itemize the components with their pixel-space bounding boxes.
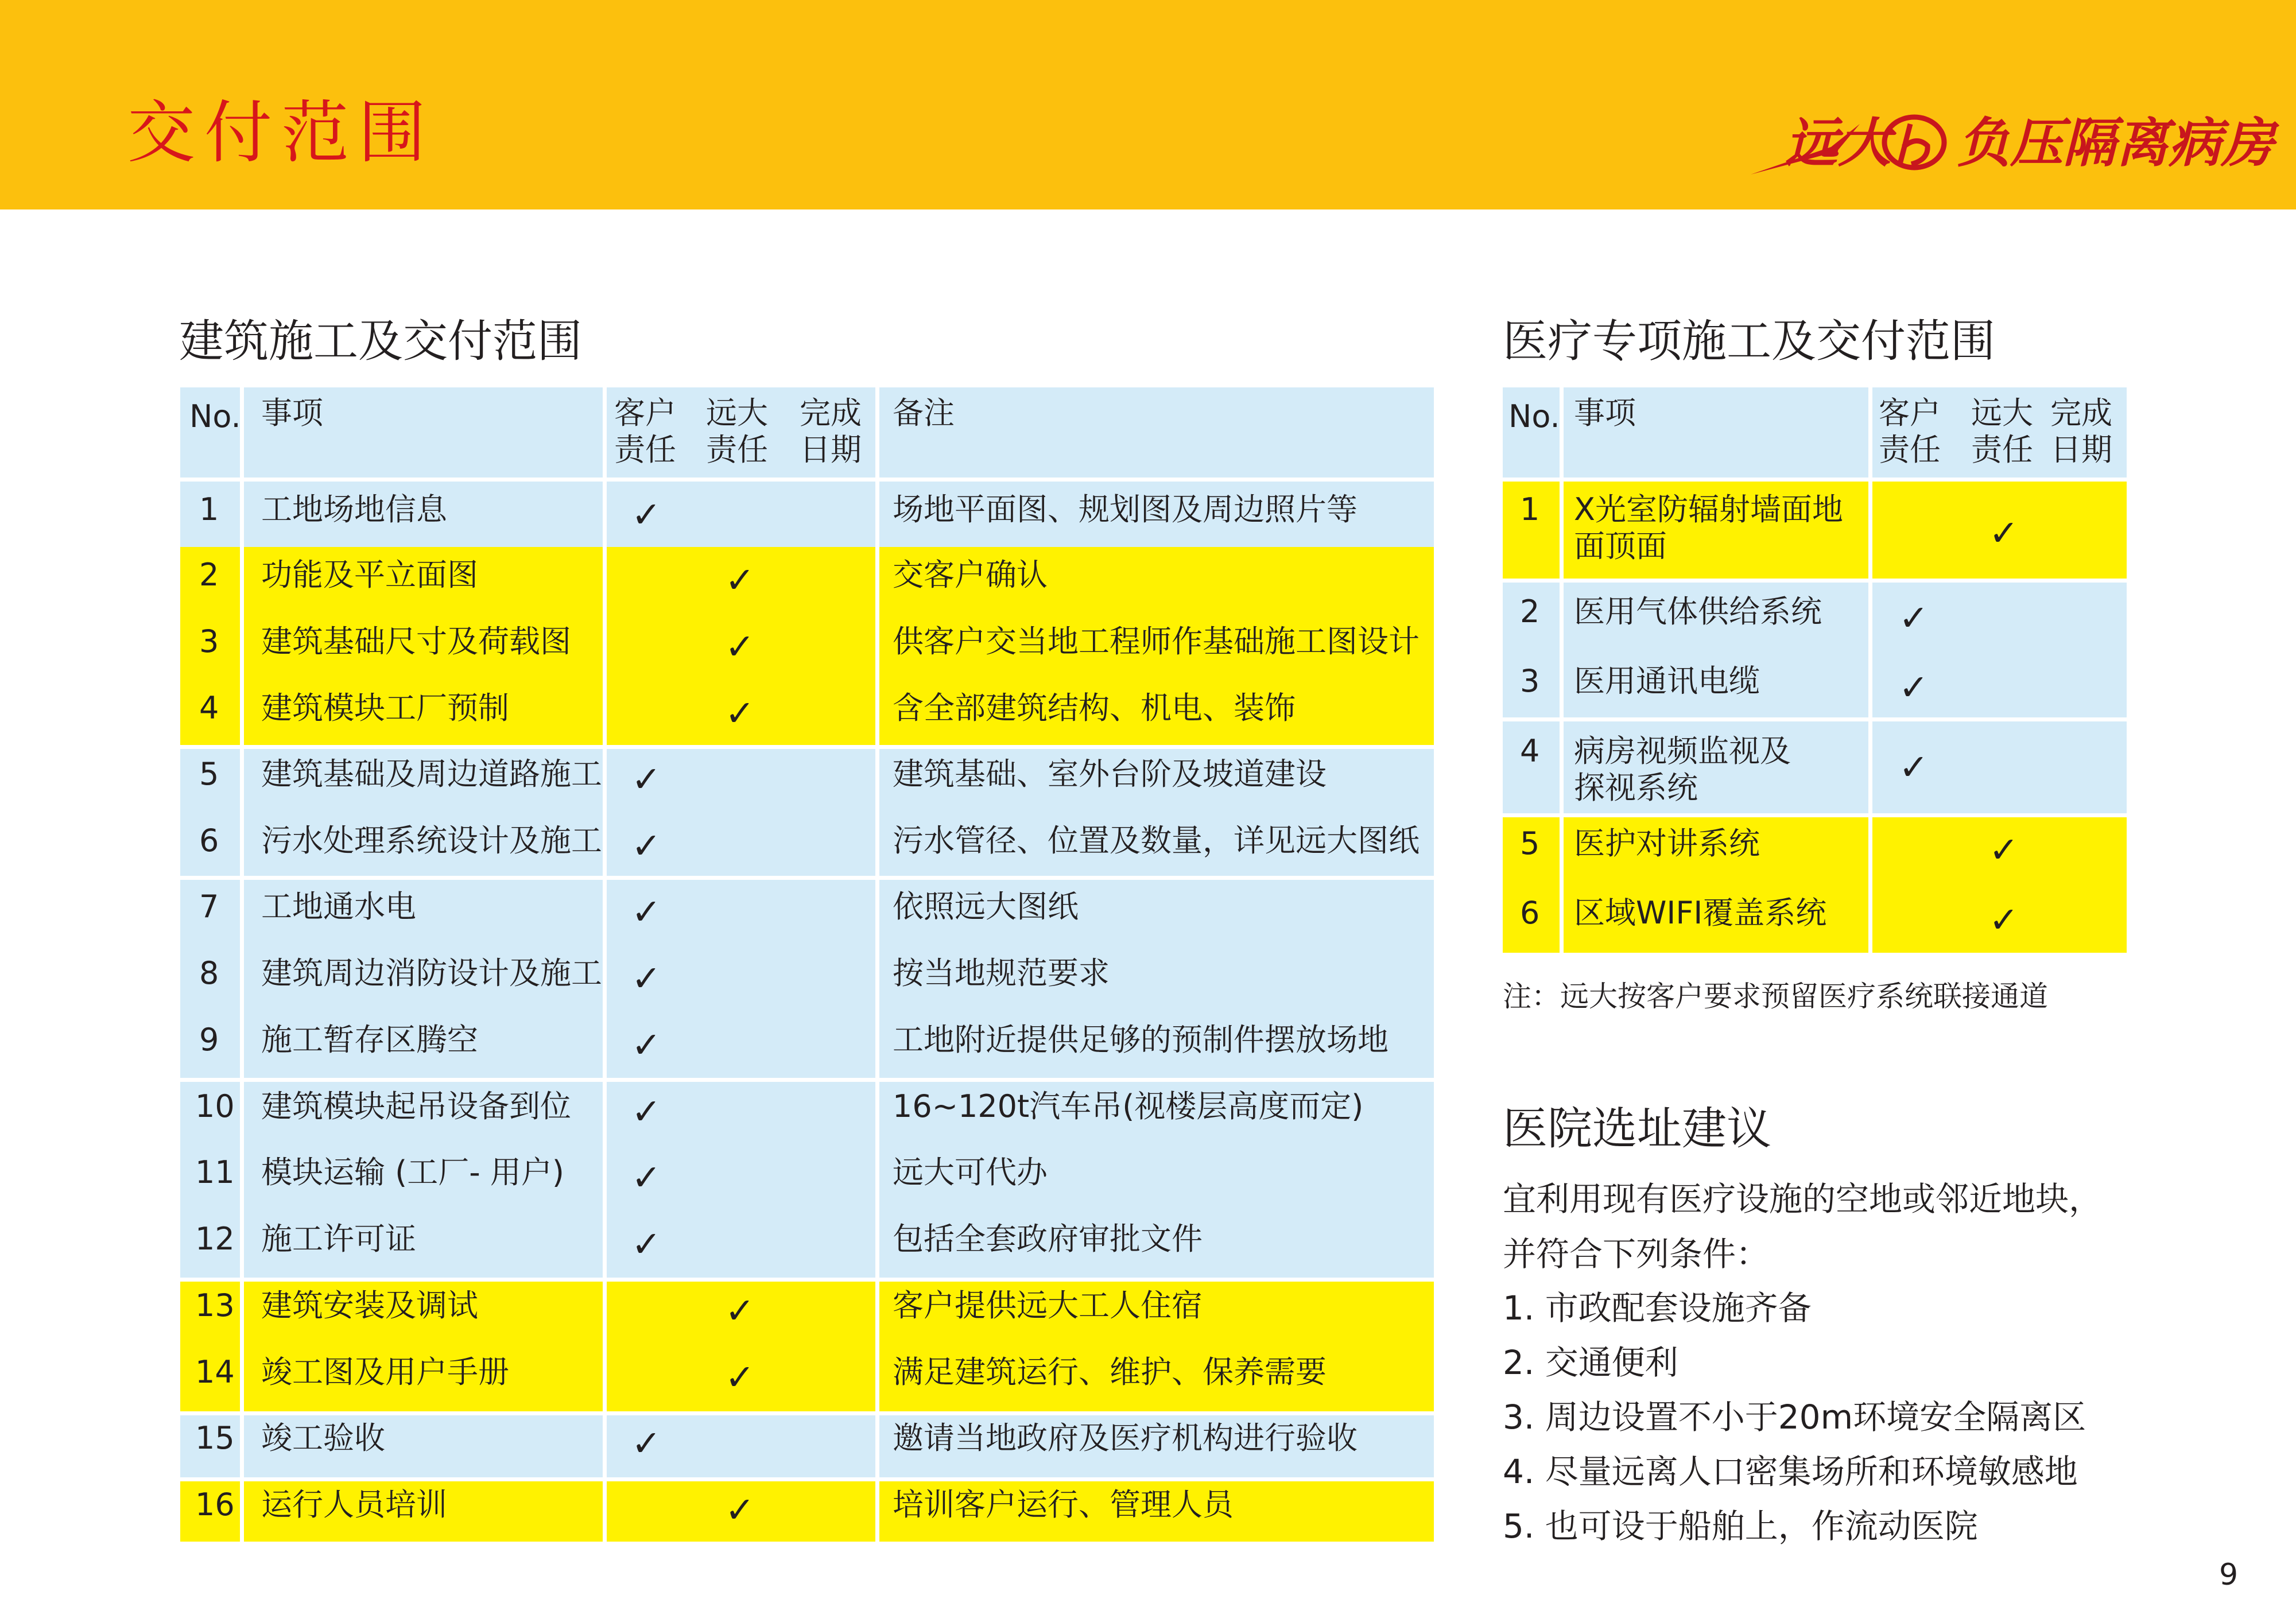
- row-item: 建筑周边消防设计及施工: [261, 955, 602, 991]
- row-item: 施工许可证: [261, 1221, 416, 1257]
- row-divider: [1503, 717, 2127, 721]
- row-no: 6: [1520, 895, 1540, 931]
- row-no: 3: [1520, 663, 1540, 699]
- row-no: 7: [199, 888, 219, 925]
- row-remark: 邀请当地政府及医疗机构进行验收: [893, 1420, 1358, 1456]
- col-header-no: No.: [189, 398, 241, 434]
- client-check-icon: ✓: [1899, 597, 1929, 639]
- client-check-icon: ✓: [631, 825, 661, 867]
- col-header-no: No.: [1508, 398, 1560, 434]
- row-no: 10: [195, 1088, 235, 1124]
- row-no: 8: [199, 955, 219, 991]
- broad-check-icon: ✓: [1989, 512, 2019, 554]
- column-divider: [1560, 387, 1564, 953]
- row-no: 13: [195, 1287, 235, 1324]
- page-title: 交付范围: [127, 93, 436, 172]
- row-item-line2: 探视系统: [1574, 770, 1698, 806]
- site-condition-item: 4. 尽量远离人口密集场所和环境敏感地: [1503, 1452, 2078, 1491]
- col-header-client: 客户: [614, 395, 676, 431]
- header-band: [0, 0, 2296, 209]
- site-intro-line1: 宜利用现有医疗设施的空地或邻近地块，: [1503, 1179, 2103, 1218]
- client-check-icon: ✓: [631, 1024, 661, 1066]
- row-item: 建筑模块工厂预制: [261, 690, 509, 726]
- right-section-title: 医疗专项施工及交付范围: [1503, 316, 1996, 367]
- row-item: 建筑模块起吊设备到位: [261, 1088, 571, 1124]
- col-header-broad: 远大: [1971, 395, 2033, 431]
- site-condition-item: 5. 也可设于船舶上，作流动医院: [1503, 1507, 1978, 1546]
- row-no: 15: [195, 1420, 235, 1456]
- row-item: 建筑基础尺寸及荷载图: [261, 623, 571, 659]
- row-remark: 培训客户运行、管理人员: [893, 1487, 1234, 1523]
- row-remark: 含全部建筑结构、机电、装饰: [893, 690, 1296, 726]
- broad-check-icon: ✓: [725, 1356, 755, 1398]
- col-header-date: 完成: [800, 395, 862, 431]
- row-item: 工地通水电: [261, 888, 416, 925]
- row-remark: 16~120t汽车吊(视楼层高度而定): [893, 1088, 1364, 1124]
- row-divider: [180, 1278, 1434, 1282]
- page-number: 9: [2219, 1558, 2239, 1592]
- row-no: 11: [195, 1154, 235, 1190]
- row-no: 9: [199, 1022, 219, 1058]
- col-header-broad-2: 责任: [1971, 432, 2033, 468]
- row-no: 12: [195, 1221, 235, 1257]
- row-remark: 工地附近提供足够的预制件摆放场地: [893, 1022, 1389, 1058]
- broad-check-icon: ✓: [725, 1489, 755, 1531]
- row-divider: [1503, 579, 2127, 583]
- row-remark: 远大可代办: [893, 1154, 1048, 1190]
- row-item: 医护对讲系统: [1574, 825, 1760, 861]
- client-check-icon: ✓: [1899, 666, 1929, 708]
- row-no: 4: [1520, 733, 1540, 769]
- col-header-item: 事项: [261, 395, 323, 431]
- column-divider: [1868, 387, 1872, 953]
- row-item: 医用气体供给系统: [1574, 593, 1822, 630]
- column-divider: [603, 387, 607, 1542]
- col-header-remark: 备注: [893, 395, 955, 431]
- row-no: 5: [199, 756, 219, 792]
- client-check-icon: ✓: [631, 1090, 661, 1132]
- site-condition-item: 2. 交通便利: [1503, 1343, 1678, 1382]
- row-divider: [1503, 478, 2127, 482]
- medical-note: 注：远大按客户要求预留医疗系统联接通道: [1503, 980, 2048, 1013]
- row-divider: [180, 876, 1434, 880]
- col-header-date-2: 日期: [2050, 432, 2112, 468]
- logo-product-text: 负压隔离病房: [1957, 112, 2275, 174]
- row-no: 3: [199, 623, 219, 659]
- brand-logo: [1745, 107, 2275, 187]
- col-header-broad: 远大: [706, 395, 768, 431]
- row-no: 4: [199, 690, 219, 726]
- row-no: 14: [195, 1354, 235, 1390]
- row-remark: 污水管径、位置及数量，详见远大图纸: [893, 822, 1420, 859]
- row-remark: 按当地规范要求: [893, 955, 1110, 991]
- row-no: 1: [199, 491, 219, 527]
- site-selection-title: 医院选址建议: [1503, 1103, 1772, 1155]
- row-divider: [180, 1477, 1434, 1481]
- row-item: 模块运输 (工厂- 用户): [261, 1154, 564, 1190]
- broad-check-icon: ✓: [725, 692, 755, 734]
- row-remark: 包括全套政府审批文件: [893, 1221, 1203, 1257]
- row-remark: 依照远大图纸: [893, 888, 1079, 925]
- row-remark: 场地平面图、规划图及周边照片等: [893, 491, 1358, 527]
- col-header-date-2: 日期: [800, 432, 862, 468]
- col-header-item: 事项: [1574, 395, 1636, 431]
- broad-check-icon: ✓: [1989, 899, 2019, 941]
- row-no: 2: [199, 557, 219, 593]
- site-condition-item: 3. 周边设置不小于20m环境安全隔离区: [1503, 1398, 2086, 1437]
- row-item: X光室防辐射墙面地: [1574, 491, 1843, 527]
- row-item: 竣工图及用户手册: [261, 1354, 509, 1390]
- broad-check-icon: ✓: [725, 626, 755, 667]
- left-section-title: 建筑施工及交付范围: [179, 316, 583, 367]
- broad-check-icon: ✓: [1989, 829, 2019, 871]
- client-check-icon: ✓: [631, 1422, 661, 1464]
- row-no: 2: [1520, 593, 1540, 630]
- row-no: 6: [199, 822, 219, 859]
- row-item: 建筑安装及调试: [261, 1287, 478, 1324]
- row-divider: [180, 478, 1434, 482]
- column-divider: [240, 387, 244, 1542]
- row-item: 医用通讯电缆: [1574, 663, 1760, 699]
- col-header-date: 完成: [2050, 395, 2112, 431]
- logo-brand-text: 远大: [1785, 112, 1891, 174]
- row-divider: [1503, 813, 2127, 817]
- broad-check-icon: ✓: [725, 1290, 755, 1332]
- client-check-icon: ✓: [631, 891, 661, 933]
- row-item-line2: 面顶面: [1574, 528, 1667, 564]
- col-header-broad-2: 责任: [706, 432, 768, 468]
- row-item: 建筑基础及周边道路施工: [261, 756, 602, 792]
- col-header-client-2: 责任: [1879, 432, 1941, 468]
- col-header-client: 客户: [1879, 395, 1941, 431]
- row-divider: [180, 1078, 1434, 1082]
- client-check-icon: ✓: [631, 494, 661, 535]
- row-no: 16: [195, 1487, 235, 1523]
- row-divider: [180, 1411, 1434, 1415]
- site-intro-line2: 并符合下列条件：: [1503, 1235, 1770, 1274]
- col-header-client-2: 责任: [614, 432, 676, 468]
- row-divider: [180, 745, 1434, 749]
- row-remark: 客户提供远大工人住宿: [893, 1287, 1203, 1324]
- row-remark: 满足建筑运行、维护、保养需要: [893, 1354, 1327, 1390]
- row-no: 1: [1520, 491, 1540, 527]
- client-check-icon: ✓: [631, 1223, 661, 1265]
- client-check-icon: ✓: [631, 1156, 661, 1198]
- row-item: 功能及平立面图: [261, 557, 478, 593]
- row-item: 区域WIFI覆盖系统: [1574, 895, 1827, 931]
- row-item: 竣工验收: [261, 1420, 385, 1456]
- site-condition-item: 1. 市政配套设施齐备: [1503, 1288, 1812, 1328]
- row-remark: 建筑基础、室外台阶及坡道建设: [893, 756, 1327, 792]
- client-check-icon: ✓: [1899, 746, 1929, 788]
- row-item: 病房视频监视及: [1574, 733, 1791, 769]
- row-item: 运行人员培训: [261, 1487, 447, 1523]
- row-remark: 交客户确认: [893, 557, 1048, 593]
- row-no: 5: [1520, 825, 1540, 861]
- broad-check-icon: ✓: [725, 559, 755, 601]
- row-item: 污水处理系统设计及施工: [261, 822, 602, 859]
- client-check-icon: ✓: [631, 957, 661, 999]
- client-check-icon: ✓: [631, 758, 661, 800]
- row-item: 施工暂存区腾空: [261, 1022, 478, 1058]
- row-remark: 供客户交当地工程师作基础施工图设计: [893, 623, 1420, 659]
- row-item: 工地场地信息: [261, 491, 447, 527]
- column-divider: [875, 387, 879, 1542]
